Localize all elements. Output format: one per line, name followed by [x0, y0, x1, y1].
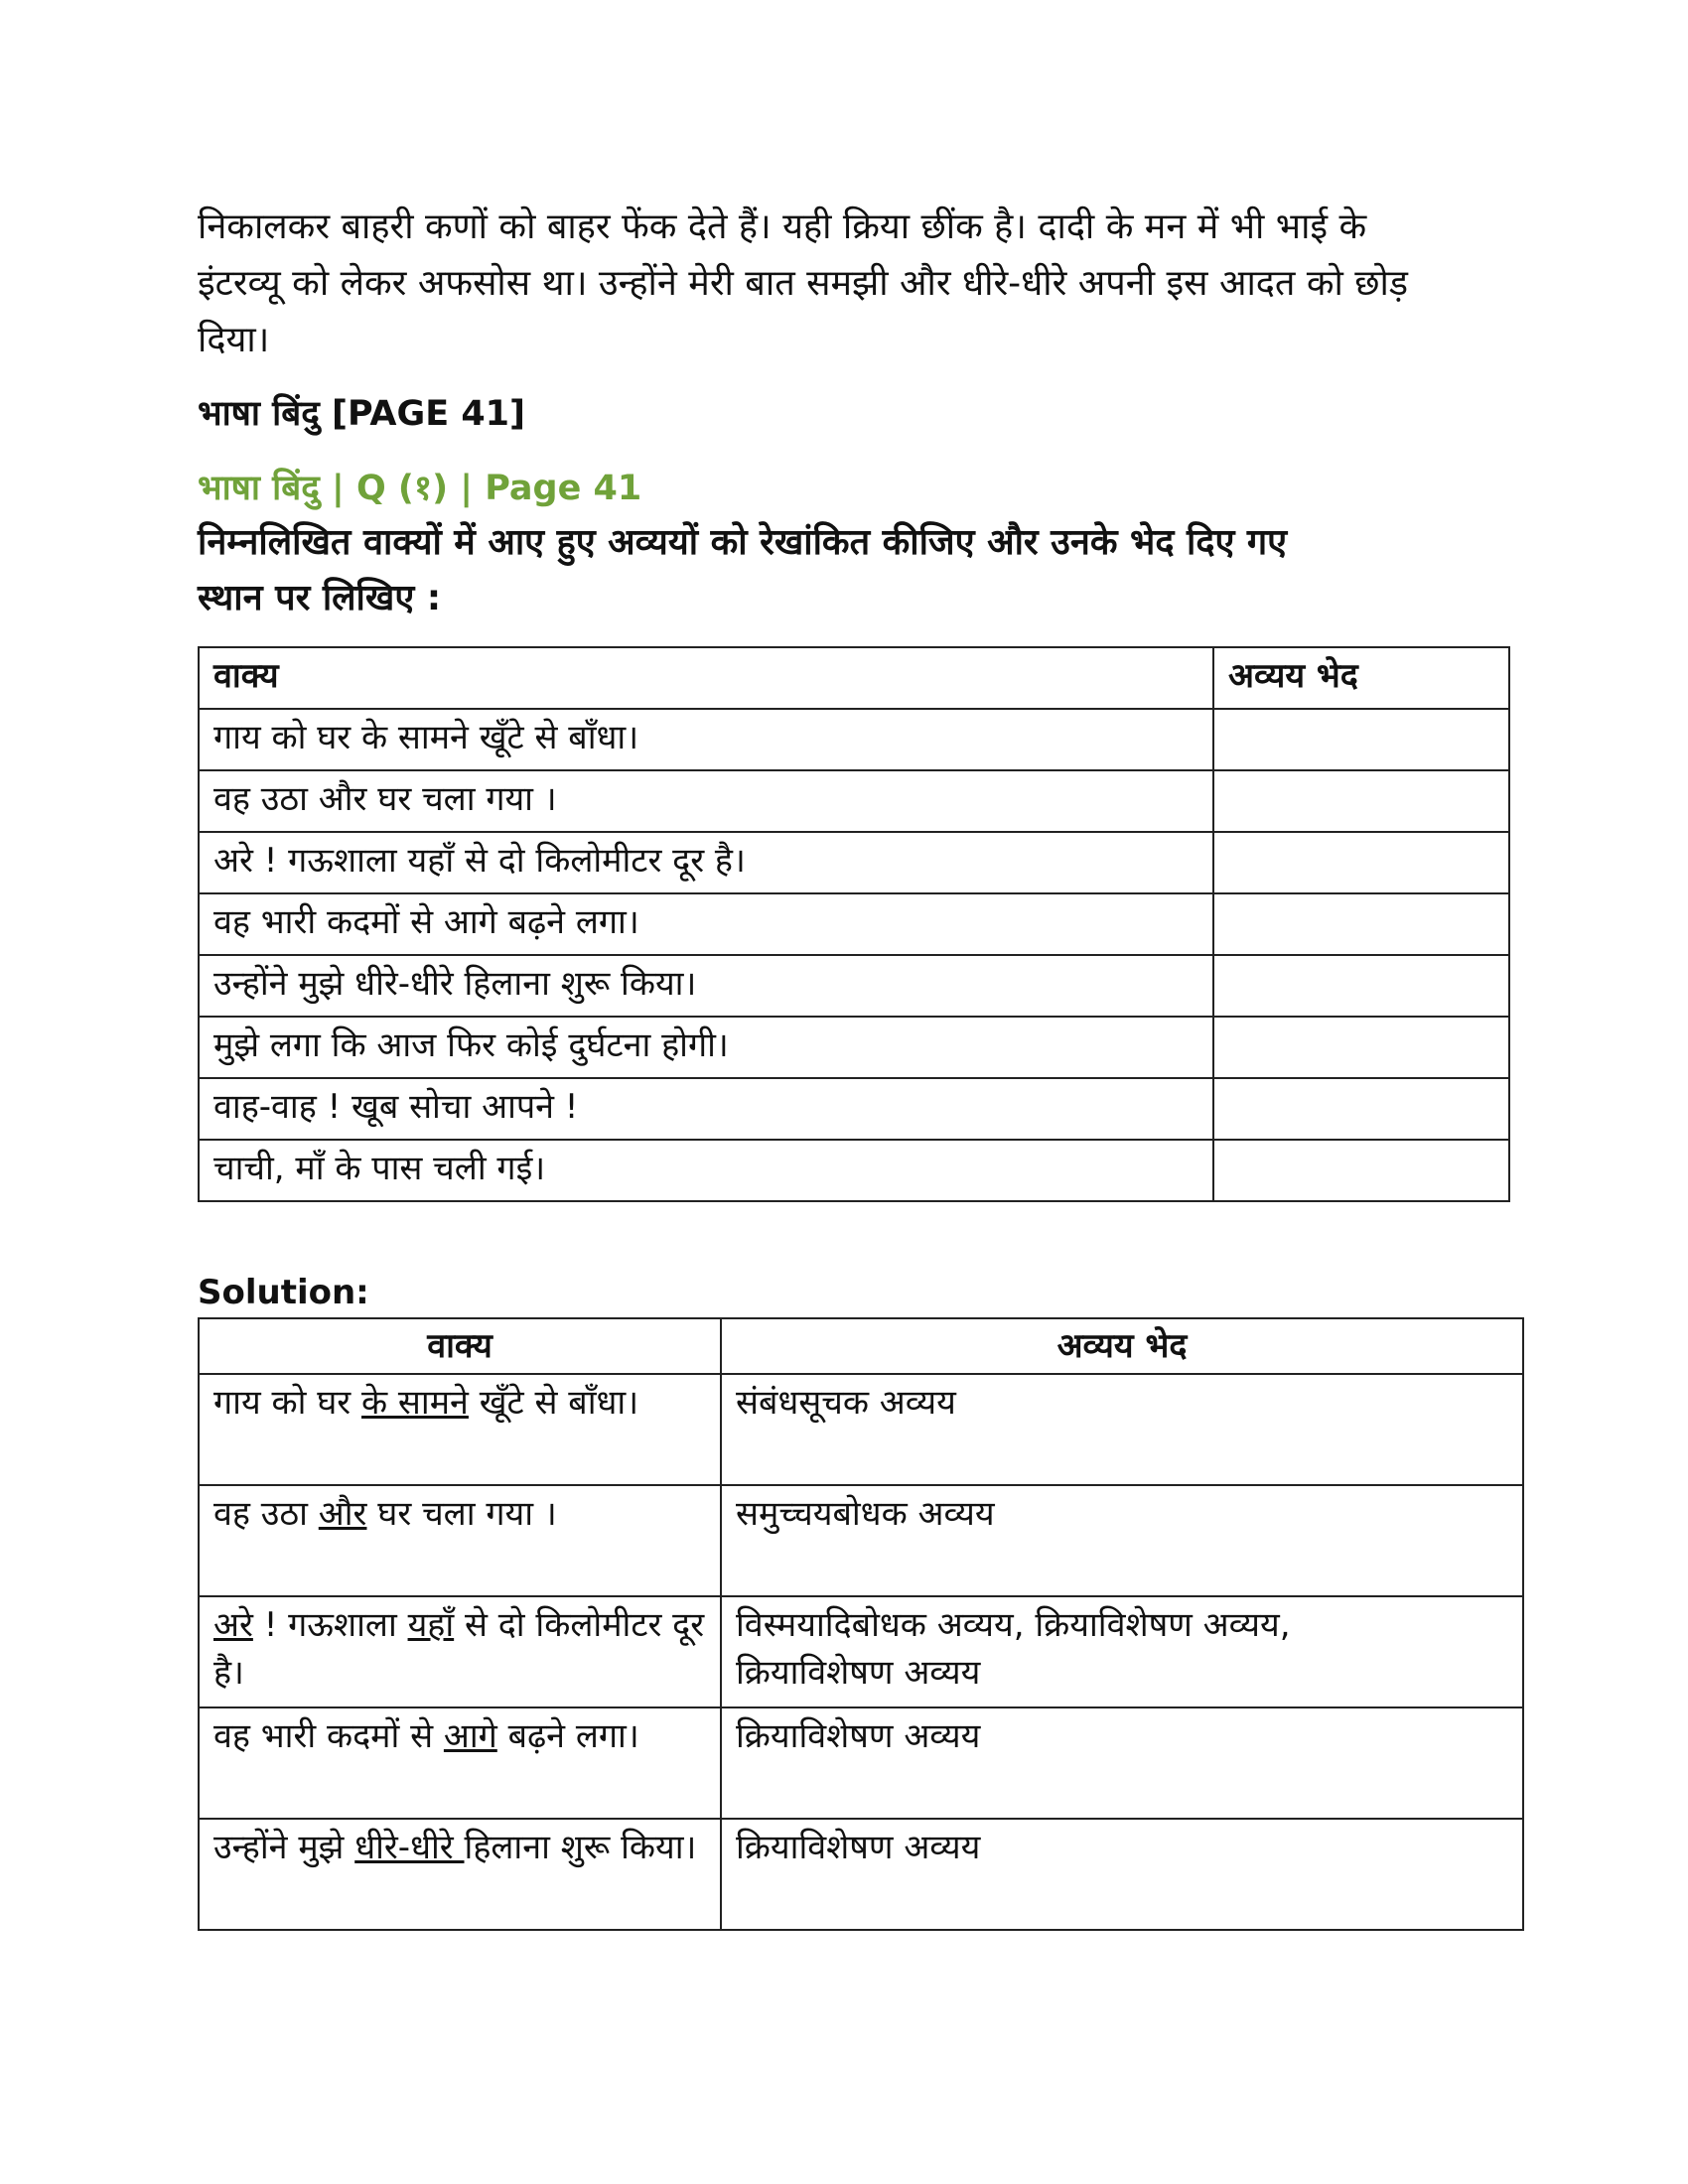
- answer-cell: [1213, 832, 1509, 893]
- sentence-text: घर चला गया ।: [366, 1494, 557, 1534]
- table-row: [199, 1485, 1523, 1596]
- sentence-text: ! गऊशाला: [252, 1605, 408, 1645]
- section-heading: भाषा बिंदु [PAGE 41]: [198, 394, 526, 434]
- solution-label: Solution:: [198, 1273, 369, 1312]
- question-table-header: [199, 647, 1509, 709]
- intro-line: निकालकर बाहरी कणों को बाहर फेंक देते हैं। यही क्रिया छींक है। दादी के मन में भी भाई के: [198, 206, 1367, 247]
- document-page: [198, 199, 1528, 1931]
- intro-line: इंटरव्यू को लेकर अफसोस था। उन्होंने मेरी बात समझी और धीरे-धीरे अपनी इस आदत को छोड़: [198, 263, 1409, 304]
- table-row: [199, 1819, 1523, 1930]
- sentence-cell: अरे ! गऊशाला यहाँ से दो किलोमीटर दूर है।: [199, 832, 1213, 893]
- solution-table-header: [199, 1318, 1523, 1374]
- answer-cell: [1213, 1017, 1509, 1078]
- underlined-avyay: अरे: [213, 1605, 253, 1645]
- header-type: अव्यय भेद: [1213, 647, 1509, 709]
- table-row: [199, 1374, 1523, 1485]
- sentence-cell: वह भारी कदमों से आगे बढ़ने लगा।: [199, 893, 1213, 955]
- answer-cell: [1213, 770, 1509, 832]
- type-text: क्रियाविशेषण अव्यय: [736, 1716, 981, 1756]
- sentence-text: गाय को घर: [213, 1383, 362, 1423]
- table-row: [199, 1596, 1523, 1707]
- sentence-text: खूँटे से बाँधा।: [468, 1383, 639, 1423]
- answer-cell: [1213, 709, 1509, 770]
- type-text: क्रियाविशेषण अव्यय: [736, 1828, 981, 1867]
- table-row: [199, 955, 1509, 1017]
- table-row: [199, 832, 1509, 893]
- table-row: [199, 709, 1509, 770]
- sentence-text: उन्होंने मुझे: [213, 1828, 355, 1867]
- table-row: [199, 893, 1509, 955]
- sentence-cell: [199, 1374, 721, 1485]
- answer-cell: [1213, 955, 1509, 1017]
- header-type: अव्यय भेद: [721, 1318, 1523, 1374]
- sentence-text: वह भारी कदमों से: [213, 1716, 444, 1756]
- type-cell: [721, 1707, 1523, 1819]
- answer-cell: [1213, 1140, 1509, 1201]
- solution-table: [198, 1317, 1524, 1931]
- type-text: समुच्चयबोधक अव्यय: [736, 1494, 995, 1534]
- underlined-avyay: यहाँ: [407, 1605, 455, 1645]
- intro-paragraph: [198, 199, 1528, 368]
- sentence-cell: चाची, माँ के पास चली गई।: [199, 1140, 1213, 1201]
- table-row: [199, 1140, 1509, 1201]
- type-text: संबंधसूचक अव्यय: [736, 1383, 956, 1423]
- question-line: स्थान पर लिखिए :: [198, 578, 442, 618]
- answer-cell: [1213, 893, 1509, 955]
- table-row: [199, 770, 1509, 832]
- header-sentence: वाक्य: [199, 1318, 721, 1374]
- type-text: क्रियाविशेषण अव्यय: [736, 1653, 981, 1693]
- question-table: [198, 646, 1510, 1202]
- sentence-cell: वह उठा और घर चला गया ।: [199, 770, 1213, 832]
- type-cell: [721, 1485, 1523, 1596]
- sentence-text: से दो किलोमीटर दूर है।: [213, 1605, 705, 1693]
- answer-cell: [1213, 1078, 1509, 1140]
- table-row: [199, 1707, 1523, 1819]
- question-text: [198, 515, 1528, 626]
- intro-line: दिया।: [198, 320, 270, 360]
- underlined-avyay: धीरे-धीरे: [354, 1828, 465, 1867]
- question-heading: भाषा बिंदु | Q (१) | Page 41: [198, 469, 642, 508]
- sentence-cell: [199, 1819, 721, 1930]
- sentence-cell: [199, 1596, 721, 1707]
- sentence-text: वह उठा: [213, 1494, 319, 1534]
- sentence-cell: मुझे लगा कि आज फिर कोई दुर्घटना होगी।: [199, 1017, 1213, 1078]
- underlined-avyay: आगे: [443, 1716, 497, 1756]
- sentence-cell: उन्होंने मुझे धीरे-धीरे हिलाना शुरू किया।: [199, 955, 1213, 1017]
- type-cell: [721, 1374, 1523, 1485]
- header-sentence: वाक्य: [199, 647, 1213, 709]
- type-cell: [721, 1819, 1523, 1930]
- sentence-cell: [199, 1707, 721, 1819]
- sentence-text: हिलाना शुरू किया।: [464, 1828, 697, 1867]
- type-cell: [721, 1596, 1523, 1707]
- table-row: [199, 1078, 1509, 1140]
- question-line: निम्नलिखित वाक्यों में आए हुए अव्ययों को रेखांकित कीजिए और उनके भेद दिए गए: [198, 522, 1288, 563]
- type-text: विस्मयादिबोधक अव्यय, क्रियाविशेषण अव्यय,: [736, 1605, 1291, 1645]
- sentence-cell: वाह-वाह ! खूब सोचा आपने !: [199, 1078, 1213, 1140]
- table-row: [199, 1017, 1509, 1078]
- underlined-avyay: के सामने: [361, 1383, 469, 1423]
- underlined-avyay: और: [318, 1494, 367, 1534]
- sentence-cell: गाय को घर के सामने खूँटे से बाँधा।: [199, 709, 1213, 770]
- sentence-text: बढ़ने लगा।: [496, 1716, 639, 1756]
- sentence-cell: [199, 1485, 721, 1596]
